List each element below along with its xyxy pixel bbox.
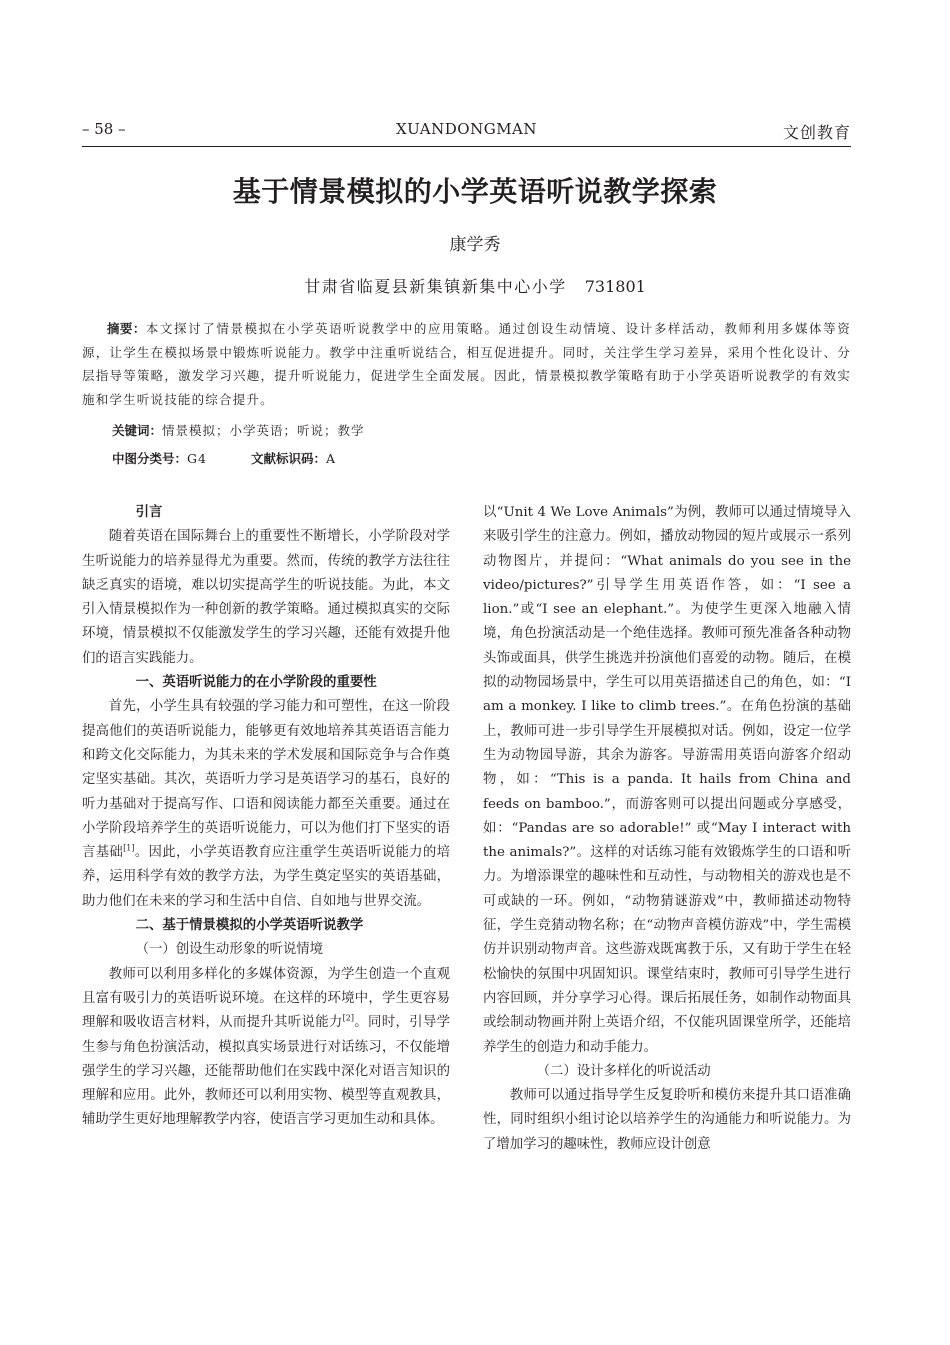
left-column — [82, 501, 450, 1133]
abstract-text: 本文探讨了情景模拟在小学英语听说教学中的应用策略。通过创设生动情境、设计多样活动，教师利用多媒体等资源，让学生在模拟场景中锻炼听说能力。教学中注重听说结合，相互促进提升。同时，关注学生学习差异，采用个性化设计、分层指导等策略，激发学习兴趣，提升听说能力，促进学生全面发展。因此，情景模拟教学策略有助于小学英语听说教学的有效实施和学生听说技能的综合提升。 — [82, 321, 851, 407]
page-number: – 58 – — [82, 120, 126, 138]
affiliation-zip: 731801 — [584, 277, 646, 296]
section-1-paragraph: 首先，小学生具有较强的学习能力和可塑性，在这一阶段提高他们的英语听说能力，能够更有效地培养其英语语言能力和跨文化交际能力，为其未来的学术发展和国际竞争与合作奠定坚实基础。其次，英语听力学习是英语学习的基石，良好的听力基础对于提高写作、口语和阅读能力都至关重要。通过在小学阶段培养学生的英语听说能力，可以为他们打下坚实的语言基础[1]。因此，小学英语教育应注重学生英语听说能力的培养，运用科学有效的教学方法，为学生奠定坚实的英语基础，助力他们在未来的学习和生活中自信、自如地与世界交流。 — [82, 699, 451, 909]
abstract — [82, 317, 851, 411]
journal-name-en: XUANDONGMAN — [395, 120, 538, 138]
citation-ref: [1] — [123, 843, 135, 853]
subsection-2-heading: （二）设计多样化的听说活动 — [536, 1063, 711, 1079]
intro-paragraph: 随着英语在国际舞台上的重要性不断增长，小学阶段对学生听说能力的培养显得尤为重要。然而，传统的教学方法往往缺乏真实的语境，难以切实提高学生的听说技能。为此，本文引入情景模拟作为一种创新的教学策略。通过模拟真实的交际环境，情景模拟不仅能激发学生的学习兴趣，还能有效提升他们的语言实践能力。 — [82, 529, 450, 666]
author: 康学秀 — [449, 235, 501, 255]
intro-heading: 引言 — [135, 505, 163, 520]
subsection-1-heading: （一）创设生动形象的听说情境 — [135, 942, 324, 958]
doc-code-label: 文献标识码： — [250, 451, 326, 466]
keywords-label: 关键词： — [112, 423, 163, 438]
doc-code-value: A — [325, 451, 337, 466]
section-2-heading: 二、基于情景模拟的小学英语听说教学 — [135, 918, 364, 934]
keywords — [112, 421, 365, 439]
section-1-heading: 一、英语听说能力的在小学阶段的重要性 — [135, 675, 377, 691]
abstract-label: 摘要： — [107, 321, 146, 336]
header-rule — [82, 146, 851, 147]
subsection-2-paragraph: 教师可以通过指导学生反复聆听和模仿来提升其口语准确性，同时组织小组讨论以培养学生的沟通能力和听说能力。为了增加学习的趣味性，教师应设计创意 — [483, 1088, 851, 1152]
affiliation-org: 甘肃省临夏县新集镇新集中心小学 — [304, 277, 567, 296]
example-paragraph: 以“Unit 4 We Love Animals”为例，教师可以通过情境导入来吸引学生的注意力。例如，播放动物园的短片或展示一系列动物图片，并提问：“What animals do you see in the video/pictures?”引导学生用英语作答，如：“I see a lion.”或“I see an elephant.”。为使学生更深入地融入情境，角色扮演活动是一个绝佳选择。教师可预先准备各种动物头饰或面具，供学生挑选并扮演他们喜爱的动物。随后，在模拟的动物园场景中，学生可以用英语描述自己的角色，如：“I am a monkey. I like to climb trees.”。在角色扮演的基础上，教师可进一步引导学生开展模拟对话。例如，设定一位学生为动物园导游，其余为游客。导游需用英语向游客介绍动物，如：“This is a panda. It hails from China and feeds on bamboo.”，而游客则可以提出问题或分享感受，如：“Pandas are so adorable!” 或“May I interact with the animals?”。这样的对话练习能有效锻炼学生的口语和听力。为增添课堂的趣味性和互动性，与动物相关的游戏也是不可或缺的一环。例如，“动物猜谜游戏”中，教师描述动物特征，学生竞猜动物名称；在“动物声音模仿游戏”中，学生需模仿并识别动物声音。这些游戏既寓教于乐，又有助于学生在轻松愉快的氛围中巩固知识。课堂结束时，教师可引导学生进行内容回顾，并分享学习心得。课后拓展任务，如制作动物面具或绘制动物画并附上英语介绍，不仅能巩固课堂所学，还能培养学生的创造力和动手能力。 — [483, 505, 851, 1055]
keywords-text: 情景模拟；小学英语；听说；教学 — [162, 423, 365, 438]
clc-value: G4 — [187, 451, 207, 466]
running-header — [82, 120, 851, 146]
right-column — [483, 501, 851, 1157]
citation-ref: [2] — [342, 1013, 354, 1023]
subsection-1-paragraph: 教师可以利用多样化的多媒体资源，为学生创造一个直观且富有吸引力的英语听说环境。在这样的环境中，学生更容易理解和吸收语言材料，从而提升其听说能力[2]。同时，引导学生参与角色扮演活动，模拟真实场景进行对话练习，不仅能增强学生的学习兴趣，还能帮助他们在实践中深化对语言知识的理解和应用。此外，教师还可以利用实物、模型等直观教具，辅助学生更好地理解教学内容，使语言学习更加生动和具体。 — [82, 966, 451, 1128]
article-title: 基于情景模拟的小学英语听说教学探索 — [232, 175, 718, 208]
journal-name-cn: 文创教育 — [782, 123, 851, 142]
affiliation — [0, 274, 950, 297]
clc-label: 中图分类号： — [112, 451, 188, 466]
classification — [112, 449, 336, 467]
